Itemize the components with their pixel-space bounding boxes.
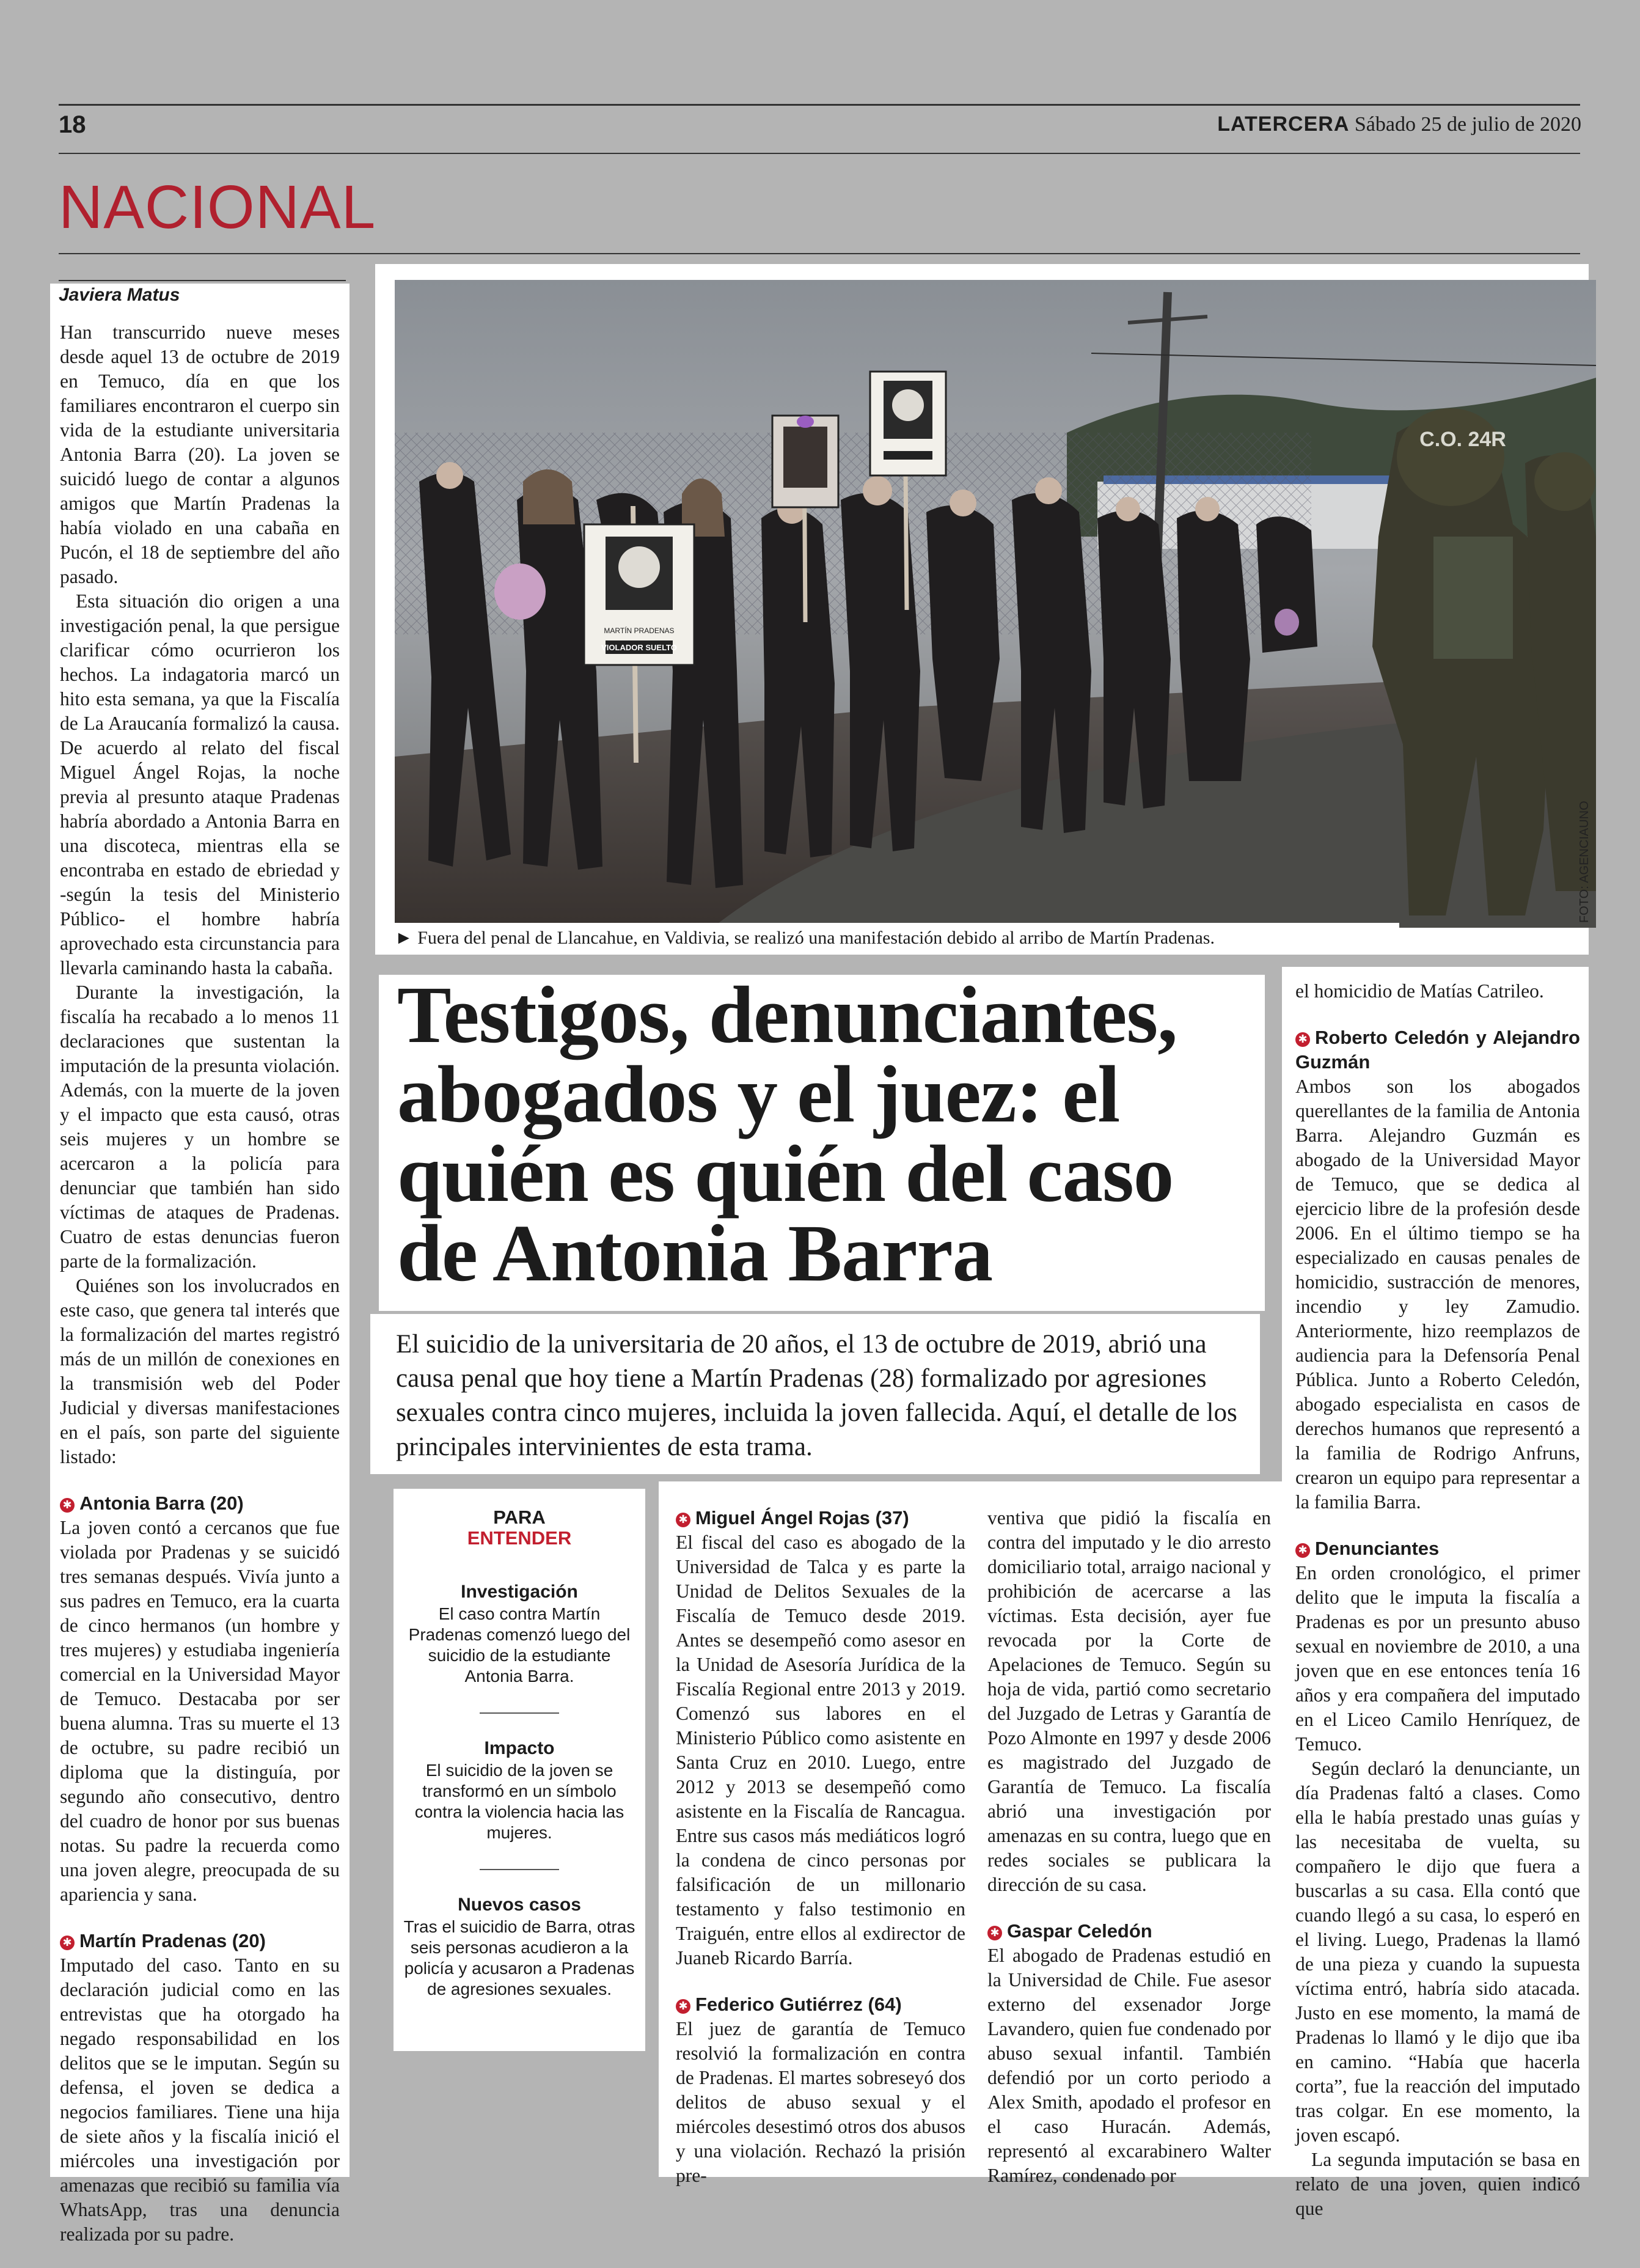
masthead — [1217, 112, 1581, 136]
para-entender-title: PARA ENTENDER — [467, 1506, 572, 1549]
star-icon: ✱ — [676, 1999, 690, 2014]
sidebar-heading: Impacto — [484, 1738, 555, 1758]
paragraph: Quiénes son los involucrados en este caso, que genera tal interés que la formalización del martes registró más de un millón de conexiones en la transmisión web del Poder Judicial y diversas manifestaciones en el país, son parte del siguiente listado: — [60, 1275, 340, 1467]
sign-text: VIOLADOR SUELTO — [601, 643, 677, 652]
paragraph: La segunda imputación se basa en relato de una joven, quien indicó que — [1295, 2149, 1580, 2219]
deck-box — [370, 1314, 1260, 1474]
sidebar-text: El suicidio de la joven se transformó en un símbolo contra la violencia hacia las mujeres. — [414, 1761, 624, 1842]
subhead: ✱ Federico Gutiérrez (64) — [676, 1992, 965, 2017]
paragraph: El juez de garantía de Temuco resolvió la formalización en contra de Pradenas. El martes sobreseyó dos delitos de abuso sexual y el miércoles desestimó otros dos abusos y una violación. Rechazó la prisión pre- — [676, 2018, 965, 2186]
column-3 — [659, 1481, 976, 2186]
headline: Testigos, denunciantes, abogados y el juez: el quién es quién del caso de Antonia Barra — [397, 969, 1177, 1298]
subhead: ✱ Antonia Barra (20) — [60, 1491, 340, 1516]
star-icon: ✱ — [987, 1926, 1002, 1940]
star-icon: ✱ — [1295, 1032, 1310, 1047]
para-entender-box — [394, 1489, 645, 2051]
photo-frame — [375, 264, 1589, 955]
headline-box — [379, 969, 1265, 1311]
paragraph: Imputado del caso. Tanto en su declaración judicial como en las entrevistas que ha otorgado ha negado responsabilidad en los delitos que se le imputan. Según su defensa, el joven se dedica a negocios familiares. Tiene una hija de siete años y la fiscalía inició el miércoles una investigación por amenazas que recibió su familia vía WhatsApp, tras una denuncia realizada por su padre. — [60, 1954, 340, 2245]
subhead: ✱ Denunciantes — [1295, 1536, 1580, 1561]
subhead: ✱ Miguel Ángel Rojas (37) — [676, 1506, 965, 1530]
brand-name: LATERCERA — [1217, 112, 1350, 136]
paragraph: Esta situación dio origen a una investigación penal, la que persigue clarificar cómo ocurrieron los hechos. La indagatoria marcó un hito esta semana, ya que la Fiscalía de La Araucanía formalizó la causa. De acuerdo al relato del fiscal Miguel Ángel Rojas, la noche previa al presunto ataque Pradenas habría abordado a Antonia Barra en una discoteca, mientras ella se encontraba en estado de ebriedad y -según la tesis del Ministerio Público- el hombre habría aprovechado esta circunstancia para llevarla caminando hasta la cabaña. — [60, 590, 340, 978]
photo-caption — [375, 923, 1399, 953]
photo-credit: FOTO: AGENCIAUNO — [1578, 801, 1591, 923]
subhead: ✱ Martín Pradenas (20) — [60, 1929, 340, 1953]
issue-date: Sábado 25 de julio de 2020 — [1354, 113, 1581, 136]
paragraph: el homicidio de Matías Catrileo. — [1295, 980, 1544, 1002]
star-icon: ✱ — [60, 1936, 75, 1950]
subhead: ✱ Roberto Celedón y Alejandro Guzmán — [1295, 1027, 1580, 1073]
section-rule — [59, 253, 1580, 254]
section-title: NACIONAL — [59, 173, 376, 241]
top-rule — [59, 104, 1580, 106]
protest-photo — [395, 280, 1596, 928]
column-4 — [976, 1481, 1282, 2186]
sign-text: MARTÍN PRADENAS — [604, 626, 675, 635]
byline-rule — [59, 280, 346, 281]
sidebar-text: El caso contra Martín Pradenas comenzó luego del suicidio de la estudiante Antonia Barra. — [408, 1604, 631, 1686]
paragraph: Ambos son los abogados querellantes de la familia de Antonia Barra. Alejandro Guzmán es abogado de la Universidad Mayor de Temuco, que se dedica al ejercicio libre de la profesión desde 2006. En el último tiempo se ha especializado en causas penales de homicidio, sustracción de menores, incendio y ley Zamudio. Anteriormente, hizo reemplazos de audiencia para la Defensoría Penal Pública. Junto a Roberto Celedón, abogado especialista en casos de derechos humanos que representó a la familia de Rodrigo Anfruns, crearon un equipo para representar a la familia Barra. — [1295, 1076, 1580, 1513]
caption-text: Fuera del penal de Llancahue, en Valdivia, se realizó una manifestación debido al arribo de Martín Pradenas. — [417, 928, 1215, 948]
sidebar-heading: Investigación — [461, 1582, 578, 1602]
star-icon: ✱ — [676, 1513, 690, 1527]
page-number: 18 — [59, 111, 86, 138]
triangle-right-icon: ► — [395, 928, 413, 948]
divider — [480, 1712, 559, 1714]
paragraph: ventiva que pidió la fiscalía en contra del imputado y le dio arresto domiciliario total, arraigo nacional y prohibición de acercarse a las víctimas. Esta decisión, ayer fue revocada por la Corte de Apelaciones de Temuco. Según su hoja de vida, partió como secretario del Juzgado de Letras y Garantía de Pozo Almonte en 1997 y desde 2006 es magistrado del Juzgado de Garantía de Temuco. La fiscalía abrió una investigación por amenazas en su contra, luego que en redes sociales se publicara la dirección de su casa. — [987, 1507, 1271, 1895]
subhead: ✱ Gaspar Celedón — [987, 1919, 1271, 1943]
paragraph: En orden cronológico, el primer delito que le imputa la fiscalía a Pradenas es por un presunto abuso sexual en noviembre de 2010, a una joven que en ese entonces tenía 16 años y era compañera del imputado en el Liceo Camilo Henríquez, de Temuco. — [1295, 1562, 1580, 1755]
paragraph: Según declaró la denunciante, un día Pradenas faltó a clases. Como ella le había prestado unas guías y las necesitaba de vuelta, su compañero le dijo que fuera a buscarlas a su casa. Ella contó que cuando llegó a su casa, lo esperó en el living. Luego, Pradenas la llamó de una pieza y cuando la supuesta víctima entró, habría sido atacada. Justo en ese momento, la mamá de Pradenas lo llamó y le dijo que iba en camino. “Había que hacerla corta”, fue la reacción del imputado tras colgar. En ese momento, la joven escapó. — [1295, 1758, 1580, 2146]
paragraph: El abogado de Pradenas estudió en la Universidad de Chile. Fue asesor externo del exsenador Jorge Lavandero, quien fue condenado por abuso sexual infantil. También defendió por un corto periodo a Alex Smith, apodado el profesor en el caso Huracán. Además, representó al excarabinero Walter Ramírez, condenado por — [987, 1945, 1271, 2186]
star-icon: ✱ — [1295, 1543, 1310, 1558]
star-icon: ✱ — [60, 1498, 75, 1513]
paragraph: La joven contó a cercanos que fue violada por Pradenas y se suicidó tres semanas después. Vivía junto a sus padres en Temuco, era la cuarta de cinco hermanos (un hombre y tres mujeres) y estudiaba ingeniería comercial en la Universidad Mayor de Temuco. Destacaba por ser buena alumna. Tras su muerte el 13 de octubre, su padre recibió un diploma que la distinguía, por segundo año consecutivo, dentro del cuadro de honor por sus buenas notas. Su padre la recuerda como una joven alegre, preocupada de su apariencia y sana. — [60, 1517, 340, 1905]
sidebar-text: Tras el suicidio de Barra, otras seis personas acudieron a la policía y acusaron a Pradenas de agresiones sexuales. — [403, 1917, 635, 1998]
sidebar-heading: Nuevos casos — [458, 1895, 581, 1915]
paragraph: Durante la investigación, la fiscalía ha recabado a lo menos 11 declaraciones que sustentan la imputación de la presunta violación. Además, con la muerte de la joven y el impacto que esta causó, otras seis mujeres y un hombre se acercaron a la policía para denunciar que también han sido víctimas de ataques de Pradenas. Cuatro de estas denuncias fueron parte de la formalización. — [60, 982, 340, 1272]
header-rule — [59, 153, 1580, 154]
divider — [480, 1869, 559, 1870]
column-1 — [50, 284, 350, 2245]
byline: Javiera Matus — [50, 284, 187, 306]
column-5 — [1282, 967, 1589, 2219]
helmet-text: C.O. 24R — [1419, 428, 1506, 451]
paragraph: Han transcurrido nueve meses desde aquel 13 de octubre de 2019 en Temuco, día en que los familiares encontraron el cuerpo sin vida de la estudiante universitaria Antonia Barra (20). La joven se suicidó luego de contar a algunos amigos que Martín Pradenas la había violado en una cabaña en Pucón, el 18 de septiembre del año pasado. — [60, 321, 340, 587]
deck-text: El suicidio de la universitaria de 20 años, el 13 de octubre de 2019, abrió una causa penal que hoy tiene a Martín Pradenas (28) formalizado por agresiones sexuales contra cinco mujeres, incluida la joven fallecida. Aquí, el detalle de los principales intervinientes de esta trama. — [396, 1330, 1237, 1461]
paragraph: El fiscal del caso es abogado de la Universidad de Talca y es parte la Unidad de Delitos Sexuales de la Fiscalía de Temuco desde 2019. Antes se desempeñó como asesor en la Unidad de Asesoría Jurídica de la Fiscalía Regional entre 2013 y 2019. Comenzó sus labores en el Ministerio Público como asistente en Santa Cruz en 2010. Luego, entre 2012 y 2013 se desempeñó como asistente en la Fiscalía de Rancagua. Entre sus casos más mediáticos logró la condena de cinco personas por falsificación de un millonario testamento y falso testimonio en Traiguén, entre ellos al exdirector de Juaneb Ricardo Barría. — [676, 1532, 965, 1969]
